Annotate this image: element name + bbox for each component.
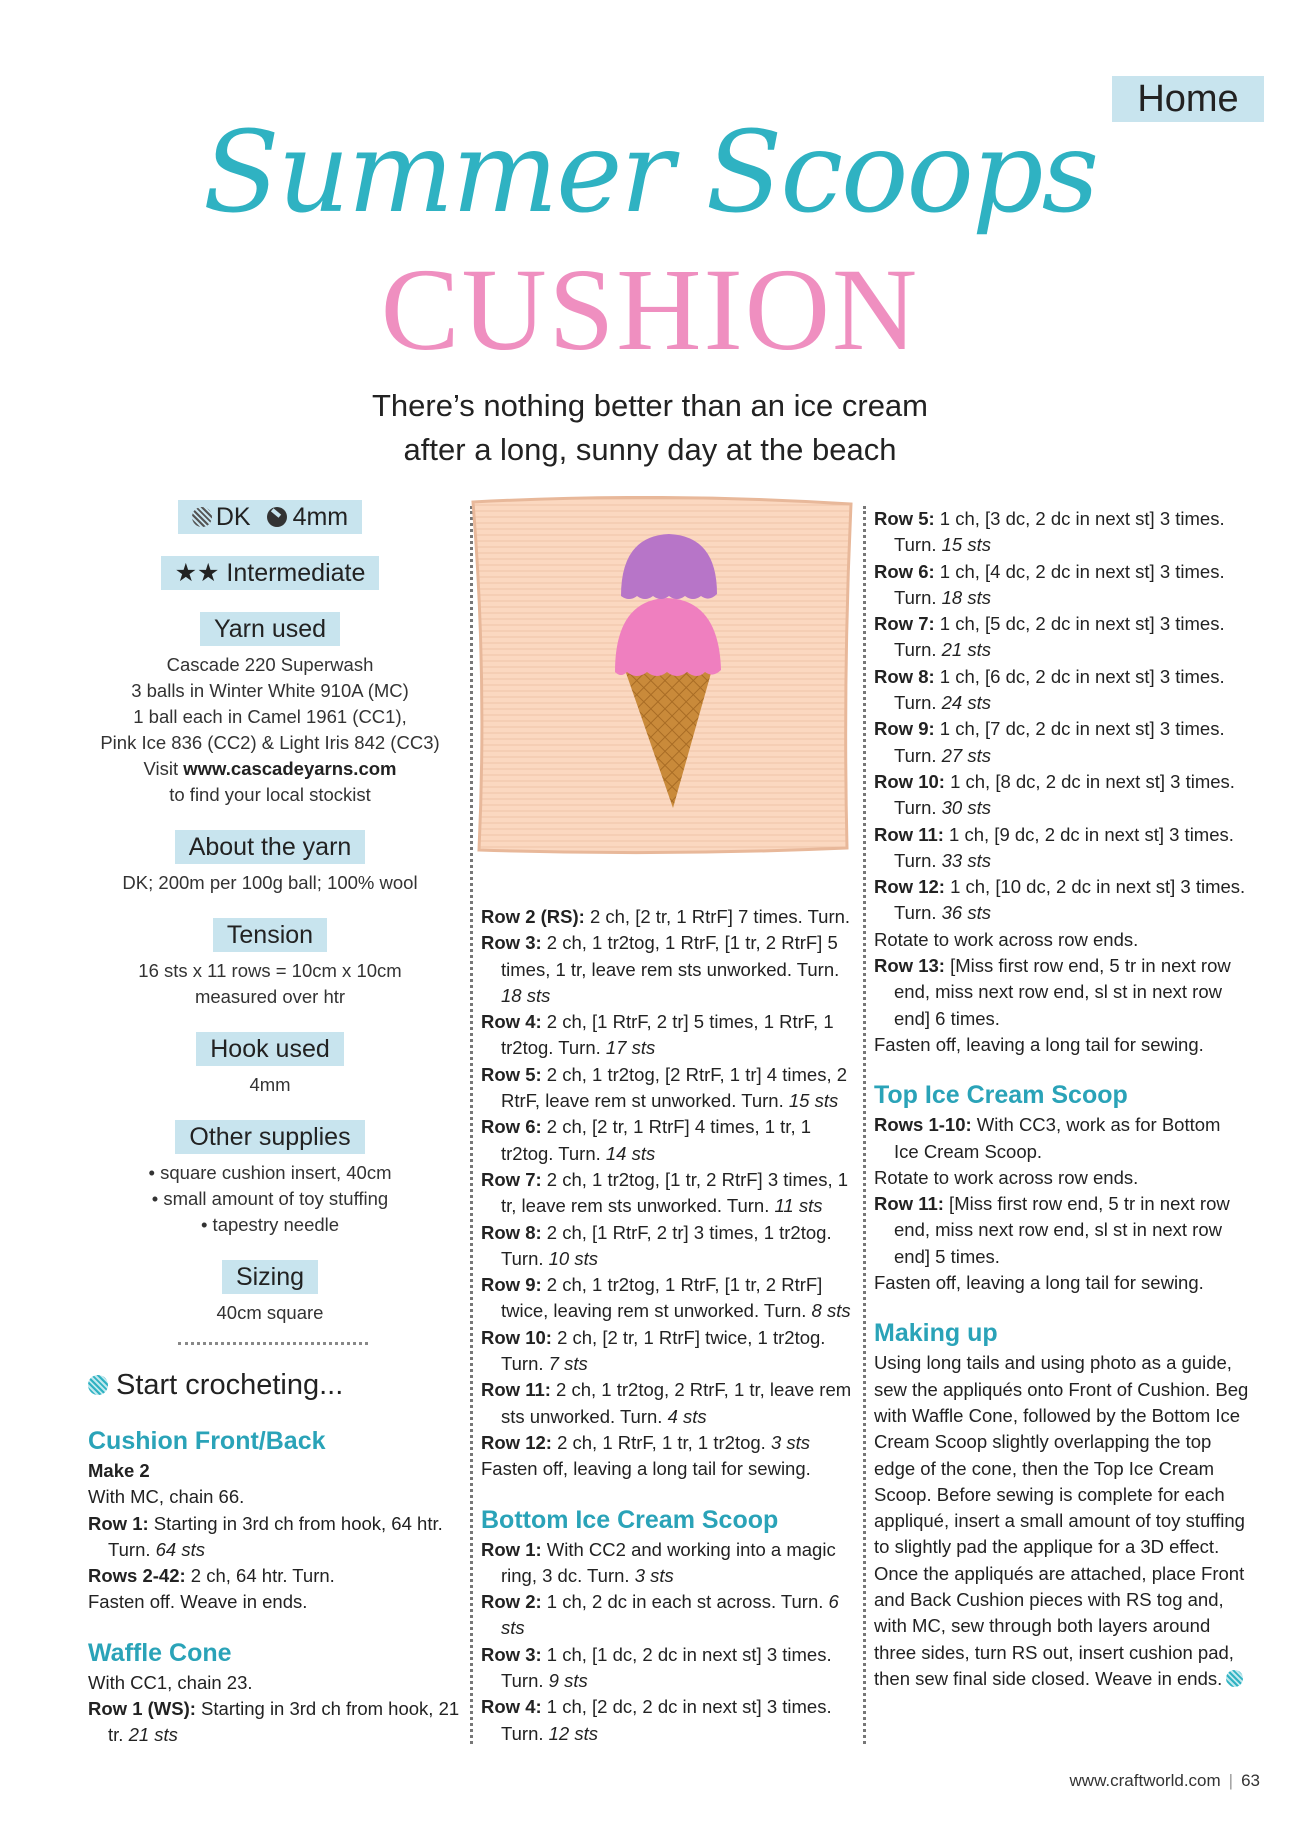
bottom-scoop-rows — [481, 1537, 857, 1747]
yarn-used-heading: Yarn used — [200, 612, 340, 646]
pattern-row — [481, 1062, 857, 1115]
pattern-column-3 — [874, 506, 1249, 1692]
row-label: Row 5: — [874, 508, 935, 529]
top-scoop-heading: Top Ice Cream Scoop — [874, 1081, 1128, 1110]
cushion-photo — [467, 496, 857, 856]
row-stitch-count: 30 sts — [941, 797, 991, 819]
row-label: Row 4: — [481, 1011, 542, 1033]
footer-separator: | — [1228, 1771, 1234, 1790]
info-column — [70, 500, 470, 1348]
sizing-section — [70, 1260, 470, 1326]
supplies-list — [70, 1160, 470, 1238]
row-text: 2 ch, [1 RtrF, 2 tr] 3 times, 1 tr2tog. Turn. — [501, 1221, 832, 1269]
row-label: Row 9: — [481, 1274, 542, 1296]
row-text: 1 ch, [5 dc, 2 dc in next st] 3 times. Turn. — [894, 613, 1225, 661]
pattern-row — [874, 1191, 1249, 1270]
row-stitch-count: 21 sts — [128, 1724, 178, 1746]
other-supplies-section — [70, 1120, 470, 1238]
row-stitch-count: 33 sts — [941, 849, 991, 871]
bottom-scoop-rows-continued — [874, 506, 1249, 927]
spec-pill — [178, 500, 362, 534]
row-label: Row 10: — [481, 1326, 552, 1348]
sizing-heading: Sizing — [222, 1260, 318, 1294]
chain-instruction: With MC, chain 66. — [88, 1486, 245, 1508]
row-stitch-count: 18 sts — [501, 984, 551, 1006]
chain-instruction: With CC1, chain 23. — [88, 1671, 253, 1693]
pattern-row — [874, 953, 1249, 1032]
row-text: 2 ch, 1 RtrF, 1 tr, 1 tr2tog. — [551, 1431, 771, 1453]
row-label: Row 8: — [874, 665, 935, 687]
pattern-row — [481, 1220, 857, 1273]
row-stitch-count: 10 sts — [548, 1247, 598, 1269]
rotate-instruction: Rotate to work across row ends. — [874, 1166, 1139, 1188]
row-text: 1 ch, [6 dc, 2 dc in next st] 3 times. Turn. — [894, 665, 1225, 714]
row-stitch-count: 18 sts — [941, 586, 991, 608]
row-label: Row 1: — [88, 1512, 149, 1534]
tension-line: measured over htr — [194, 986, 346, 1007]
start-crocheting-heading — [88, 1366, 343, 1404]
row-label: Row 5: — [481, 1063, 542, 1085]
pattern-row — [874, 874, 1249, 927]
making-up-heading: Making up — [874, 1319, 998, 1348]
page-number: 63 — [1241, 1771, 1260, 1790]
row-text: 1 ch, [2 dc, 2 dc in next st] 3 times. Turn. — [501, 1696, 832, 1744]
row-text: 1 ch, [3 dc, 2 dc in next st] 3 times. Turn. — [894, 508, 1225, 556]
row-text: 2 ch, [2 tr, 1 RtrF] 7 times. Turn. — [584, 906, 851, 927]
spec-weight-hook — [70, 500, 470, 534]
row-stitch-count: 15 sts — [788, 1090, 839, 1112]
intro-line: after a long, sunny day at the beach — [403, 432, 897, 467]
hook-used-heading: Hook used — [196, 1032, 344, 1066]
row-label: Row 6: — [481, 1116, 542, 1138]
row-label: Row 13: — [874, 955, 945, 977]
about-yarn-heading: About the yarn — [175, 830, 366, 864]
column-divider — [863, 506, 866, 1744]
row-stitch-count: 14 sts — [605, 1142, 656, 1164]
row-label: Row 2 (RS): — [481, 906, 585, 927]
pattern-row — [874, 1112, 1249, 1165]
row-stitch-count: 3 sts — [770, 1431, 811, 1453]
yarn-line: 1 ball each in Camel 1961 (CC1), — [133, 706, 407, 727]
row-stitch-count: 27 sts — [941, 744, 991, 766]
pattern-row — [481, 1589, 857, 1642]
yarn-ball-icon — [192, 507, 212, 527]
row-text: 2 ch, 1 tr2tog, 1 RtrF, [1 tr, 2 RtrF] 5 times, 1 tr, leave rem sts unworked. Turn. — [501, 932, 840, 980]
make-count — [88, 1458, 468, 1484]
tension-section — [70, 918, 470, 1010]
pattern-row — [874, 611, 1249, 664]
pattern-row — [481, 930, 857, 1009]
row-text: 1 ch, [4 dc, 2 dc in next st] 3 times. Turn. — [894, 560, 1225, 608]
pattern-row — [481, 1272, 857, 1325]
other-supplies-heading: Other supplies — [175, 1120, 364, 1154]
visit-label: Visit — [143, 758, 184, 779]
row-text: 1 ch, [8 dc, 2 dc in next st] 3 times. Turn. — [894, 770, 1235, 819]
row-text: Starting in 3rd ch from hook, 64 htr. Turn. — [108, 1512, 443, 1560]
row-stitch-count: 9 sts — [548, 1670, 588, 1692]
row-label: Row 9: — [874, 718, 935, 740]
tension-line: 16 sts x 11 rows = 10cm x 10cm — [138, 960, 402, 981]
yarn-line: Cascade 220 Superwash — [166, 654, 374, 675]
cushion-front-back-heading: Cushion Front/Back — [88, 1427, 326, 1455]
page-footer — [1030, 1770, 1260, 1792]
yarn-used-section — [70, 612, 470, 808]
yarn-used-text — [70, 652, 470, 808]
intro — [250, 384, 1050, 472]
row-text: 1 ch, [7 dc, 2 dc in next st] 3 times. Turn. — [894, 718, 1225, 766]
row-label: Row 11: — [481, 1379, 551, 1401]
dotted-divider — [178, 1342, 368, 1345]
yarn-weight: DK — [215, 503, 251, 531]
row-label: Row 12: — [481, 1431, 552, 1453]
row-text: 1 ch, [1 dc, 2 dc in next st] 3 times. Turn. — [501, 1643, 832, 1692]
pattern-row — [481, 1167, 857, 1220]
pattern-row — [481, 904, 857, 930]
row-stitch-count: 6 sts — [501, 1591, 839, 1639]
row-stitch-count: 4 sts — [667, 1405, 707, 1427]
level-pill — [161, 556, 380, 590]
making-up-body: Using long tails and using photo as a guide, sew the appliqués onto Front of Cushion. Beg with Waffle Cone, followed by the Bottom Ice Cream Scoop slightly overlapping the top edge of the cone, then the Top Ice Cream Scoop. Before sewing is complete for each appliqué, insert a small amount of toy stuffing to slightly pad the applique for a 3D effect. Once the appliqués are attached, place Front and Back Cushion pieces with RS tog and, with MC, sew through both layers around three sides, turn RS out, insert cushion pad, then sew final side closed. Weave in ends. — [874, 1352, 1249, 1689]
pattern-row — [481, 1694, 857, 1747]
fasten-off: Fasten off, leaving a long tail for sewing. — [481, 1458, 811, 1480]
making-up-text — [874, 1350, 1249, 1692]
start-heading-text: Start crocheting... — [116, 1369, 344, 1401]
waffle-cone-rows — [481, 904, 857, 1456]
pattern-row — [874, 664, 1249, 717]
yarn-line: Pink Ice 836 (CC2) & Light Iris 842 (CC3) — [100, 732, 440, 753]
pattern-row — [481, 1430, 857, 1456]
pattern-row — [874, 559, 1249, 612]
supply-item: • tapestry needle — [200, 1214, 340, 1235]
pattern-row — [481, 1377, 857, 1430]
sizing-text: 40cm square — [216, 1302, 324, 1323]
section-tag: Home — [1112, 76, 1264, 122]
star-icon: ★★ — [174, 559, 220, 587]
pattern-row — [874, 716, 1249, 769]
yarn-visit-line — [70, 756, 470, 782]
bottom-scoop-heading: Bottom Ice Cream Scoop — [481, 1505, 779, 1534]
row-label: Row 3: — [481, 932, 542, 954]
waffle-cone-heading: Waffle Cone — [88, 1638, 232, 1667]
yarn-line: 3 balls in Winter White 910A (MC) — [131, 680, 409, 701]
pattern-row — [874, 506, 1249, 559]
supply-item: • small amount of toy stuffing — [151, 1188, 389, 1209]
pattern-row — [481, 1642, 857, 1695]
end-yarn-icon — [1226, 1670, 1243, 1687]
pattern-row — [481, 1537, 857, 1590]
fasten-off: Fasten off, leaving a long tail for sewing. — [874, 1033, 1204, 1055]
row-text: 2 ch, 1 tr2tog, 2 RtrF, 1 tr, leave rem sts unworked. Turn. — [501, 1379, 852, 1427]
row-stitch-count: 17 sts — [605, 1037, 656, 1059]
row-label: Row 8: — [481, 1221, 542, 1243]
row-label: Rows 2-42: — [88, 1565, 186, 1587]
row-label: Row 12: — [874, 876, 945, 898]
row-stitch-count: 36 sts — [941, 902, 991, 924]
row-text: Starting in 3rd ch from hook, 21 tr. — [108, 1698, 460, 1746]
row-stitch-count: 15 sts — [941, 534, 991, 556]
row-text: With CC3, work as for Bottom Ice Cream Scoop. — [894, 1114, 1221, 1162]
pattern-row — [481, 1114, 857, 1167]
pattern-row — [481, 1325, 857, 1378]
row-text: 2 ch, 1 tr2tog, [1 tr, 2 RtrF] 3 times, 1 tr, leave rem sts unworked. Turn. — [501, 1168, 849, 1217]
intro-line: There’s nothing better than an ice cream — [371, 388, 929, 423]
row-stitch-count: 7 sts — [548, 1353, 588, 1375]
row-label: Row 2: — [481, 1591, 542, 1613]
row-text: 2 ch, [2 tr, 1 RtrF] 4 times, 1 tr, 1 tr2tog. Turn. — [501, 1116, 812, 1164]
row-label: Row 7: — [481, 1168, 542, 1190]
fasten-off: Fasten off. Weave in ends. — [88, 1591, 308, 1613]
row-text: [Miss first row end, 5 tr in next row end, miss next row end, sl st in next row end] 6 times. — [894, 955, 1231, 1029]
level-text: Intermediate — [226, 559, 366, 587]
hook-used-text: 4mm — [249, 1074, 291, 1095]
title-main: CUSHION — [380, 244, 920, 375]
row-stitch-count: 21 sts — [941, 639, 991, 661]
tension-heading: Tension — [213, 918, 327, 952]
yarn-bullet-icon — [88, 1375, 108, 1395]
make-label: Make 2 — [88, 1460, 150, 1481]
pattern-row — [481, 1009, 857, 1062]
row-label: Row 11: — [874, 823, 944, 845]
yarn-url-link[interactable]: www.cascadeyarns.com — [183, 758, 397, 779]
pattern-column-1 — [88, 1424, 468, 1749]
supply-item: • square cushion insert, 40cm — [148, 1162, 392, 1183]
row-label: Row 4: — [481, 1696, 542, 1718]
row-label: Row 1: — [481, 1538, 542, 1560]
rotate-instruction: Rotate to work across row ends. — [874, 928, 1139, 950]
row-label: Row 3: — [481, 1643, 542, 1665]
row-label: Row 11: — [874, 1193, 944, 1215]
pattern-row — [874, 822, 1249, 875]
row-text: 2 ch, 1 tr2tog, [2 RtrF, 1 tr] 4 times, 2 RtrF, leave rem st unworked. Turn. — [501, 1063, 848, 1112]
row-text: 2 ch, [2 tr, 1 RtrF] twice, 1 tr2tog. Turn. — [501, 1326, 826, 1375]
row-label: Row 6: — [874, 560, 935, 582]
tension-text — [70, 958, 470, 1010]
row-label: Row 10: — [874, 770, 945, 792]
pattern-row — [88, 1696, 468, 1749]
hook-used-section — [70, 1032, 470, 1098]
footer-url[interactable]: www.craftworld.com — [1069, 1771, 1221, 1790]
hook-icon — [267, 507, 287, 527]
row-stitch-count: 64 sts — [155, 1538, 205, 1560]
row-text: With CC2 and working into a magic ring, 3 dc. Turn. — [501, 1538, 836, 1586]
row-text: [Miss first row end, 5 tr in next row end, miss next row end, sl st in next row end] 5 times. — [894, 1193, 1230, 1267]
fasten-off: Fasten off, leaving a long tail for sewing. — [874, 1272, 1204, 1294]
pattern-column-2 — [481, 904, 857, 1747]
row-label: Row 7: — [874, 613, 935, 635]
row-stitch-count: 11 sts — [774, 1195, 823, 1217]
about-yarn-section — [70, 830, 470, 896]
hook-size: 4mm — [292, 503, 349, 531]
about-yarn-text: DK; 200m per 100g ball; 100% wool — [122, 872, 418, 893]
row-stitch-count: 12 sts — [548, 1722, 598, 1744]
row-text: 1 ch, [9 dc, 2 dc in next st] 3 times. Turn. — [894, 823, 1234, 871]
title-script: Summer Scoops — [202, 108, 1098, 238]
row-text: 1 ch, [10 dc, 2 dc in next st] 3 times. Turn. — [894, 876, 1246, 924]
row-stitch-count: 3 sts — [634, 1564, 674, 1586]
row-stitch-count: 24 sts — [941, 692, 991, 714]
row-label: Row 1 (WS): — [88, 1698, 196, 1720]
row-stitch-count: 8 sts — [811, 1300, 851, 1322]
row-label: Rows 1-10: — [874, 1114, 972, 1136]
row-text: 2 ch, 1 tr2tog, 1 RtrF, [1 tr, 2 RtrF] twice, leaving rem st unworked. Turn. — [501, 1274, 823, 1322]
pattern-row — [874, 769, 1249, 822]
row-text: 2 ch, 64 htr. Turn. — [185, 1565, 335, 1587]
row-text: 2 ch, [1 RtrF, 2 tr] 5 times, 1 RtrF, 1 tr2tog. Turn. — [501, 1011, 834, 1059]
yarn-stockist: to find your local stockist — [169, 784, 371, 805]
pattern-row — [88, 1563, 468, 1589]
row-text: 1 ch, 2 dc in each st across. Turn. — [541, 1591, 829, 1613]
pattern-row — [88, 1511, 468, 1564]
spec-level — [70, 556, 470, 590]
